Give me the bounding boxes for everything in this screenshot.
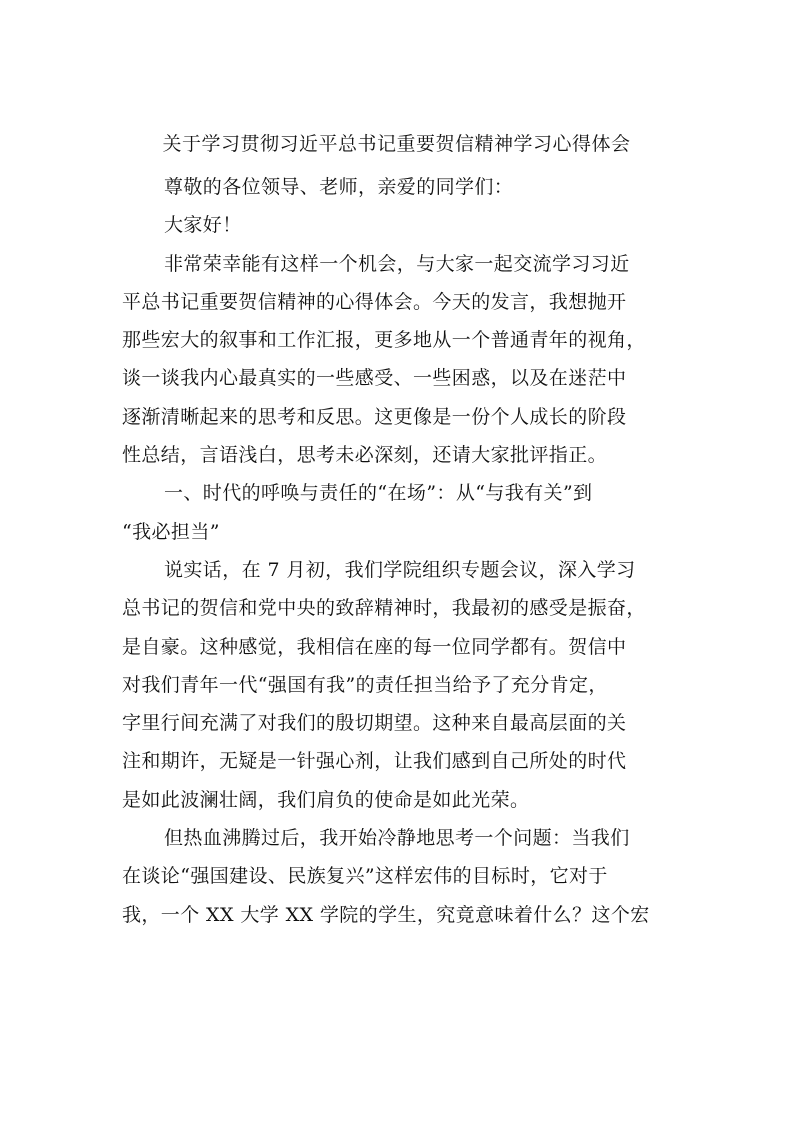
document-title: 关于学习贯彻习近平总书记重要贺信精神学习心得体会 — [162, 133, 631, 155]
text-line: 那些宏大的叙事和工作汇报，更多地从一个普通青年的视角， — [122, 329, 646, 352]
text-line: 是如此波澜壮阔，我们肩负的使命是如此光荣。 — [122, 788, 530, 811]
text-line: 性总结，言语浅白，思考未必深刻，还请大家批评指正。 — [122, 444, 608, 467]
text-line: 总书记的贺信和党中央的致辞精神时，我最初的感受是振奋， — [122, 597, 646, 620]
text-line: 尊敬的各位领导、老师，亲爱的同学们： — [164, 176, 514, 198]
text-line: 大家好！ — [164, 214, 242, 237]
document-body — [122, 168, 678, 934]
text-line: 在谈论“强国建设、民族复兴”这样宏伟的目标时，它对于 — [122, 865, 608, 888]
text-line: 字里行间充满了对我们的殷切期望。这种来自最高层面的关 — [122, 712, 627, 735]
text-line: 平总书记重要贺信精神的心得体会。今天的发言，我想抛开 — [122, 290, 627, 313]
text-line: 谈一谈我内心最真实的一些感受、一些困惑，以及在迷茫中 — [122, 367, 627, 390]
text-line: 注和期许，无疑是一针强心剂，让我们感到自己所处的时代 — [122, 750, 627, 773]
text-line: 说实话，在 7 月初，我们学院组织专题会议，深入学习 — [164, 558, 636, 581]
text-line: 逐渐清晰起来的思考和反思。这更像是一份个人成长的阶段 — [122, 405, 627, 428]
text-line: 我，一个 XX 大学 XX 学院的学生，究竟意味着什么？这个宏 — [122, 903, 650, 926]
text-line: 一、时代的呼唤与责任的“在场”：从“与我有关”到 — [164, 482, 593, 505]
text-line: 但热血沸腾过后，我开始冷静地思考一个问题：当我们 — [164, 827, 630, 850]
text-line: 对我们青年一代“强国有我”的责任担当给予了充分肯定， — [122, 673, 608, 696]
text-line: “我必担当” — [122, 520, 220, 543]
text-line: 非常荣幸能有这样一个机会，与大家一起交流学习习近 — [164, 252, 630, 275]
text-line: 是自豪。这种感觉，我相信在座的每一位同学都有。贺信中 — [122, 635, 627, 658]
